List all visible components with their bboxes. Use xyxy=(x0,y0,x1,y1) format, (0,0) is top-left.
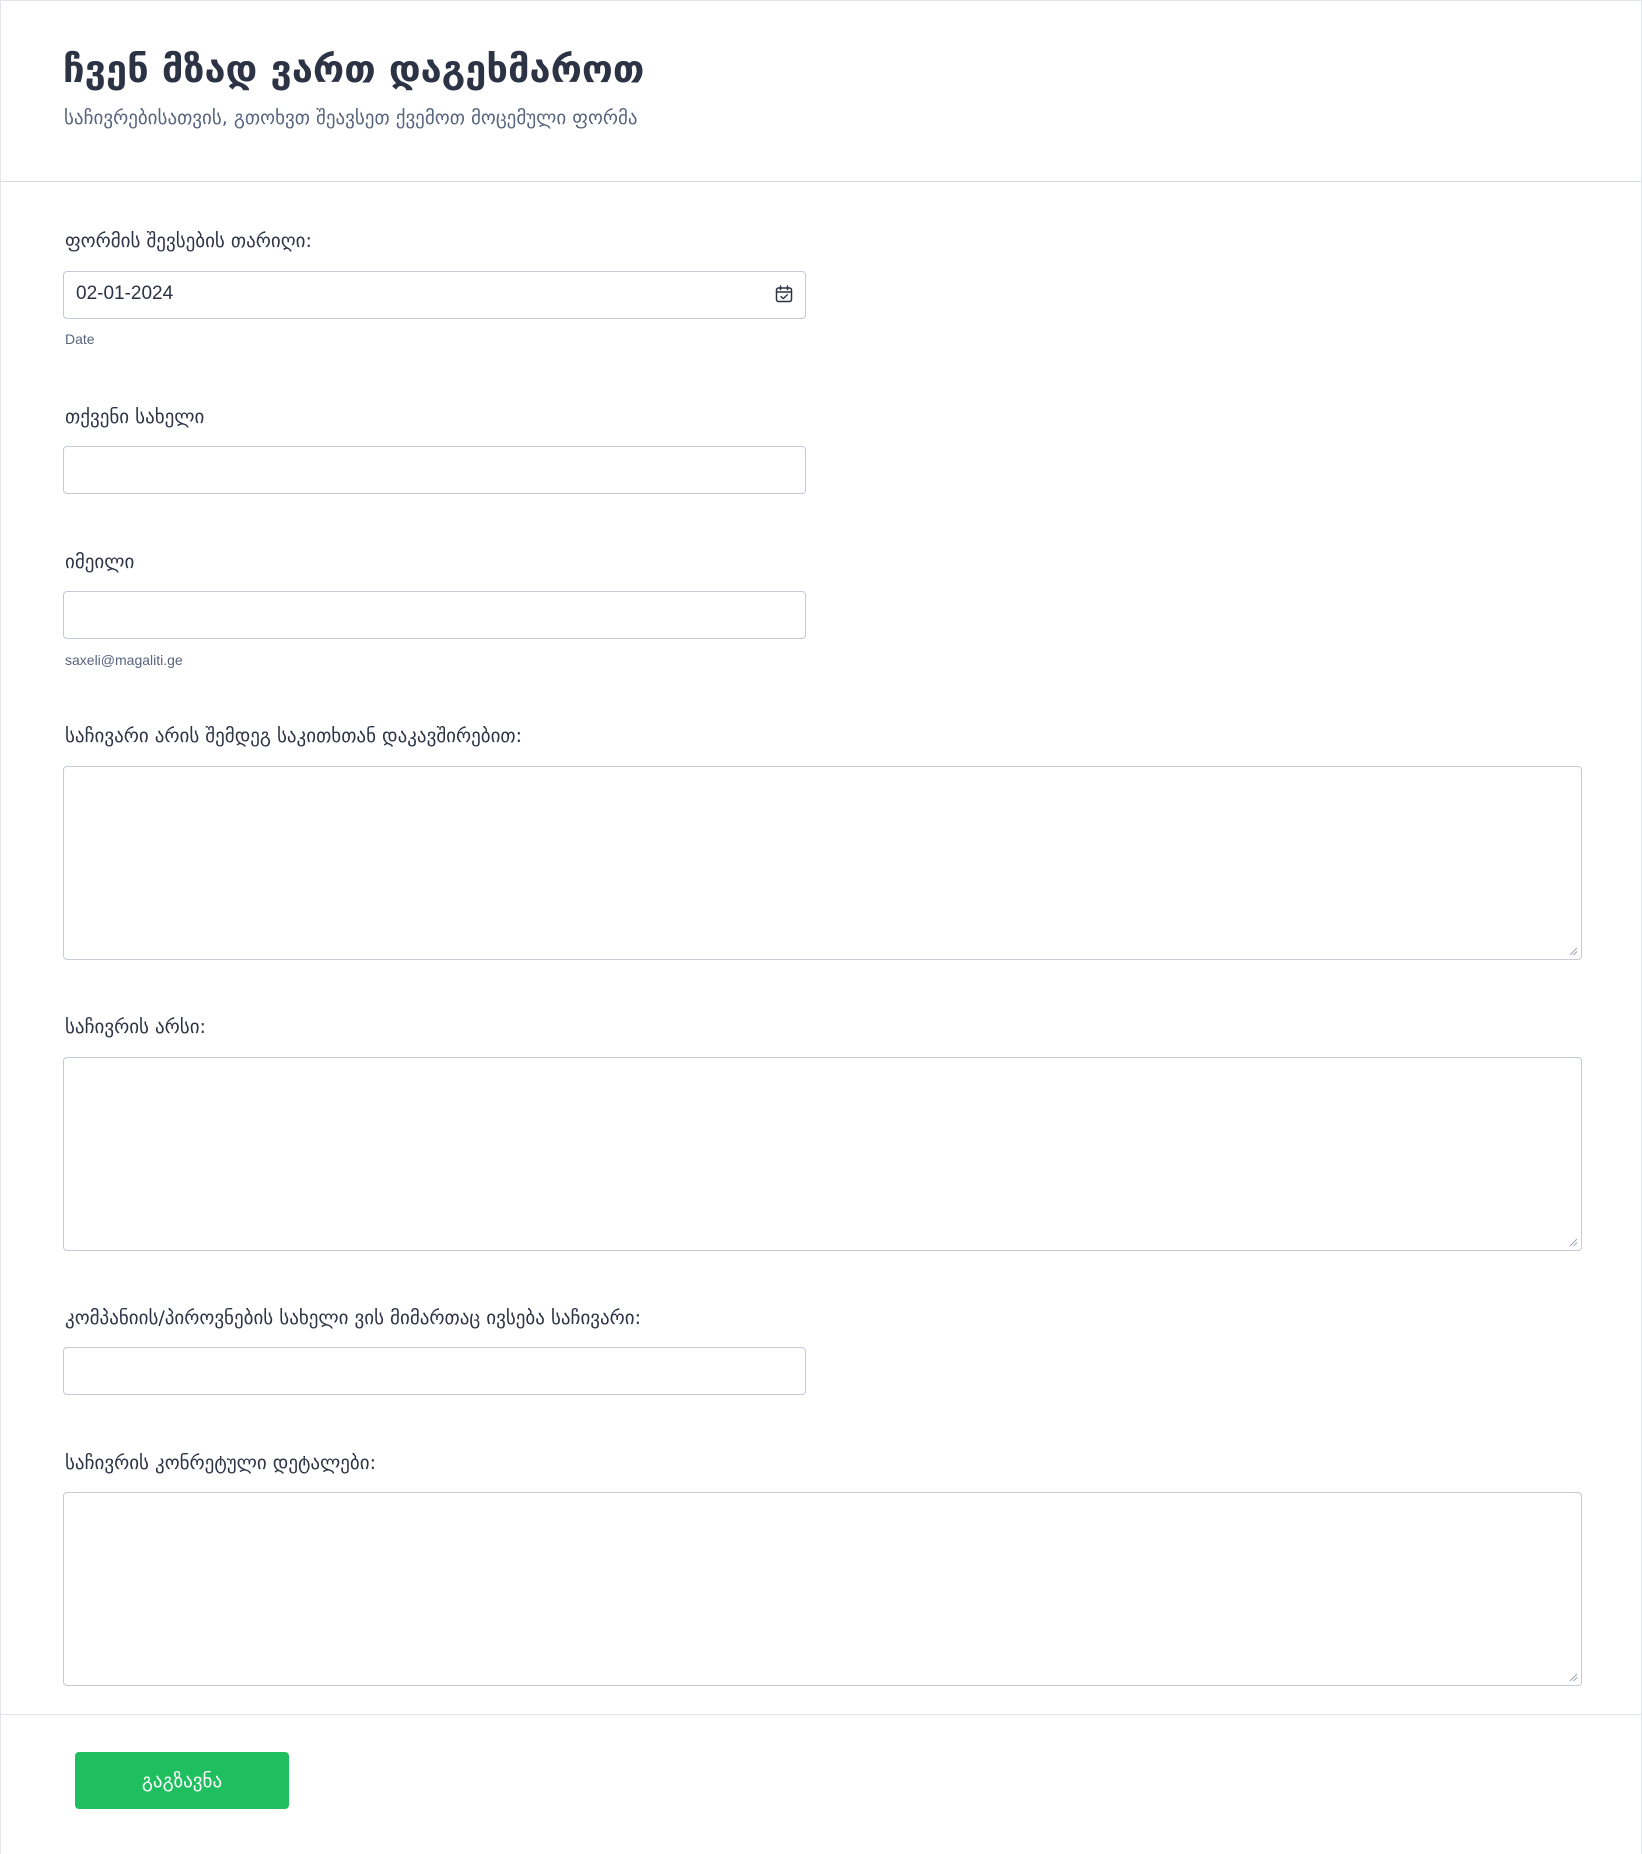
essence-label: საჩივრის არსი: xyxy=(65,1016,206,1038)
submit-button[interactable]: გაგზავნა xyxy=(75,1752,289,1809)
date-value: 02-01-2024 xyxy=(76,283,174,304)
date-input[interactable] xyxy=(63,271,806,319)
details-textarea[interactable] xyxy=(63,1492,1582,1686)
form-footer xyxy=(1,1714,1641,1854)
topic-textarea[interactable] xyxy=(63,766,1582,960)
email-input[interactable] xyxy=(63,591,806,639)
topic-label: საჩივარი არის შემდეგ საკითხთან დაკავშირებით: xyxy=(65,725,523,747)
date-label: ფორმის შევსების თარიღი: xyxy=(65,230,312,252)
date-sublabel: Date xyxy=(65,331,95,347)
resize-handle-icon[interactable] xyxy=(1568,1672,1578,1682)
essence-textarea[interactable] xyxy=(63,1057,1582,1251)
calendar-icon[interactable] xyxy=(775,285,793,303)
name-label: თქვენი სახელი xyxy=(65,406,205,428)
company-input[interactable] xyxy=(63,1347,806,1395)
resize-handle-icon[interactable] xyxy=(1568,946,1578,956)
details-label: საჩივრის კონრეტული დეტალები: xyxy=(65,1452,376,1474)
form-title: ჩვენ მზად ვართ დაგეხმაროთ xyxy=(63,47,645,91)
email-label: იმეილი xyxy=(65,551,135,573)
form-header xyxy=(1,1,1641,182)
company-label: კომპანიის/პიროვნების სახელი ვის მიმართაც ივსება საჩივარი: xyxy=(65,1307,642,1329)
name-input[interactable] xyxy=(63,446,806,494)
form-subtitle: საჩივრებისათვის, გთოხვთ შეავსეთ ქვემოთ მოცემული ფორმა xyxy=(64,107,638,129)
resize-handle-icon[interactable] xyxy=(1568,1237,1578,1247)
email-sublabel: saxeli@magaliti.ge xyxy=(65,652,183,668)
